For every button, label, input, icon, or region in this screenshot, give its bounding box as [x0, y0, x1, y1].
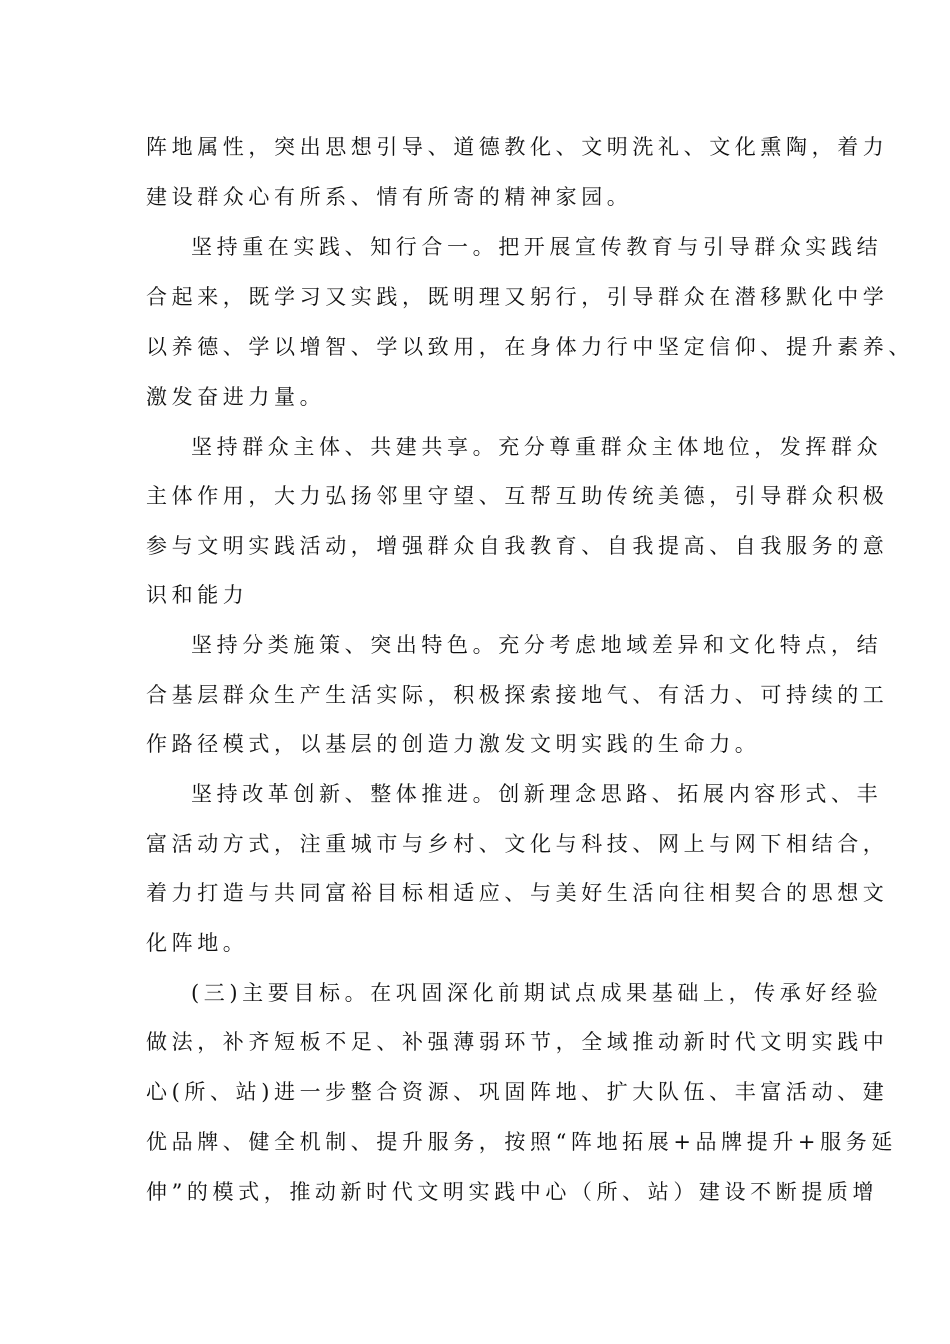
paragraph-5-line-3: 着力打造与共同富裕目标相适应、与美好生活向往相契合的思想文 [146, 881, 889, 905]
paragraph-4-line-1: 坚持分类施策、突出特色。充分考虑地域差异和文化特点，结 [191, 633, 883, 657]
paragraph-3-line-3: 参与文明实践活动，增强群众自我教育、自我提高、自我服务的意 [146, 534, 889, 558]
paragraph-6-line-3: 心(所、站)进一步整合资源、巩固阵地、扩大队伍、丰富活动、建 [146, 1080, 889, 1104]
paragraph-6-line-5: 伸”的模式，推动新时代文明实践中心（所、站）建设不断提质增 [146, 1180, 879, 1204]
text-line-2: 建设群众心有所系、情有所寄的精神家园。 [146, 185, 633, 209]
paragraph-6-line-2: 做法，补齐短板不足、补强薄弱环节，全域推动新时代文明实践中 [146, 1030, 889, 1054]
paragraph-2-line-3: 以养德、学以增智、学以致用，在身体力行中坚定信仰、提升素养、 [146, 335, 914, 359]
paragraph-4-line-3: 作路径模式，以基层的创造力激发文明实践的生命力。 [146, 732, 761, 756]
paragraph-6-line-1: (三)主要目标。在巩固深化前期试点成果基础上，传承好经验 [191, 981, 883, 1005]
paragraph-3-line-1: 坚持群众主体、共建共享。充分尊重群众主体地位，发挥群众 [191, 435, 883, 459]
paragraph-2-line-2: 合起来，既学习又实践，既明理又躬行，引导群众在潜移默化中学 [146, 285, 889, 309]
paragraph-2-line-1: 坚持重在实践、知行合一。把开展宣传教育与引导群众实践结 [191, 235, 883, 259]
paragraph-4-line-2: 合基层群众生产生活实际，积极探索接地气、有活力、可持续的工 [146, 683, 889, 707]
paragraph-5-line-4: 化阵地。 [146, 931, 249, 955]
paragraph-3-line-4: 识和能力 [146, 583, 249, 607]
paragraph-5-line-2: 富活动方式，注重城市与乡村、文化与科技、网上与网下相结合， [146, 832, 889, 856]
paragraph-5-line-1: 坚持改革创新、整体推进。创新理念思路、拓展内容形式、丰 [191, 782, 883, 806]
text-line-1: 阵地属性，突出思想引导、道德教化、文明洗礼、文化熏陶，着力 [146, 135, 889, 159]
paragraph-2-line-4: 激发奋进力量。 [146, 385, 326, 409]
paragraph-3-line-2: 主体作用，大力弘扬邻里守望、互帮互助传统美德，引导群众积极 [146, 484, 889, 508]
paragraph-6-line-4: 优品牌、健全机制、提升服务，按照“阵地拓展+品牌提升+服务延 [146, 1130, 897, 1154]
